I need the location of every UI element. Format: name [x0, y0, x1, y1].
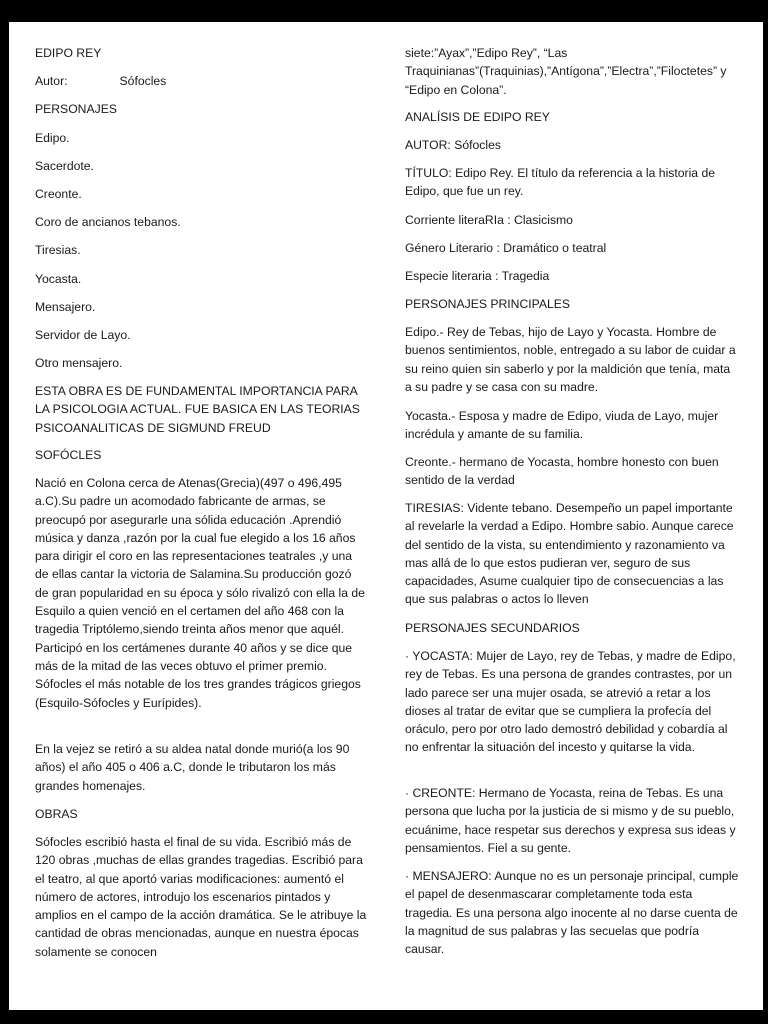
character-item: Mensajero. — [35, 300, 96, 314]
character-item: Otro mensajero. — [35, 356, 123, 370]
document-page — [9, 22, 763, 1010]
importance-paragraph: ESTA OBRA ES DE FUNDAMENTAL IMPORTANCIA PARA LA PSICOLOGIA ACTUAL. FUE BASICA EN LAS TEORIAS PSICOANALITICAS DE SIGMUND FREUD — [35, 384, 360, 435]
author-line — [35, 72, 166, 90]
tiresias-description: TIRESIAS: Vidente tebano. Desempeño un papel importante al revelarle la verdad a Edipo. Hombre sabio. Aunque carece del sentido de la vista, su entendimiento y razonamiento va mas allá de lo que estos pudieran ver, seguro de sus capacidades, Asume cualquier tipo de consecuencias a las que sus palabras o actos lo lleven — [405, 501, 734, 607]
document-title: EDIPO REY — [35, 46, 102, 60]
secondary-creonte: · CREONTE: Hermano de Yocasta, reina de Tebas. Es una persona que lucha por la justicia de si mismo y de su pueblo, ecuánime, hace respetar sus derechos y expresa sus ideas y pensamientos. Fiel a su gente. — [405, 786, 736, 855]
biography-paragraph: Nació en Colona cerca de Atenas(Grecia)(497 o 496,495 a.C).Su padre un acomodado fabricante de armas, se preocupó por asegurarle una sólida educación .Aprendió música y danza ,razón por la cual fue elegido a los 16 años para dirigir el coro en las representaciones teatrales ,y una de ellas cantar la victoria de Salamina.Su producción gozó de gran popularidad en su época y sólo rivalizó con ella la de Esquilo a quien venció en el certamen del año 468 con la tragedia Triptólemo,siendo treinta años menor que aquél. Participó en los certámenes durante 40 años y se dice que más de la mitad de las veces obtuvo el primer premio. Sófocles el más notable de los tres grandes trágicos griegos (Esquilo-Sófocles y Eurípides). — [35, 476, 365, 710]
literary-species: Especie literaria : Tragedia — [405, 269, 550, 283]
secondary-yocasta: · YOCASTA: Mujer de Layo, rey de Tebas, y madre de Edipo, rey de Tebas. Es una persona de grandes contrastes, por un lado parece ser una mujer osada, se atrevió a retar a los dioses al tratar de evitar que se cumpliera la profecía del oráculo, pero por otro lado demostró debilidad y cobardía al no enfrentar la situación del incesto y quitarse la vida. — [405, 649, 736, 755]
author-name: Sófocles — [119, 74, 167, 88]
author-label: Autor: — [35, 74, 68, 88]
character-item: Tiresias. — [35, 243, 81, 257]
analysis-author: AUTOR: Sófocles — [405, 138, 501, 152]
character-item: Creonte. — [35, 187, 82, 201]
literary-current: Corriente literaRIa : Clasicismo — [405, 213, 573, 227]
characters-heading: PERSONAJES — [35, 102, 117, 116]
analysis-heading: ANALÍSIS DE EDIPO REY — [405, 110, 550, 124]
sofocles-heading: SOFÓCLES — [35, 448, 102, 462]
character-item: Servidor de Layo. — [35, 328, 131, 342]
analysis-title: TÍTULO: Edipo Rey. El título da referencia a la historia de Edipo, que fue un rey. — [405, 166, 716, 199]
secondary-characters-heading: PERSONAJES SECUNDARIOS — [405, 621, 580, 635]
character-item: Edipo. — [35, 131, 70, 145]
works-heading: OBRAS — [35, 807, 78, 821]
character-item: Coro de ancianos tebanos. — [35, 215, 181, 229]
works-paragraph: Sófocles escribió hasta el final de su vida. Escribió más de 120 obras ,muchas de ellas grandes tragedias. Escribió para el teatro, al que aportó varias modificaciones: aumentó el número de actores, introdujo los escenarios pintados y amplios en el campo de la acción dramática. Se le atribuye la cantidad de obras mencionadas, aunque en nuestra épocas solamente se conocen — [35, 835, 367, 959]
character-item: Sacerdote. — [35, 159, 94, 173]
works-continuation: siete:”Ayax”,”Edipo Rey”, “Las Traquinianas”(Traquinias),”Antígona”,”Electra”,”Filoctetes” y “Edipo en Colona”. — [405, 46, 727, 97]
main-characters-heading: PERSONAJES PRINCIPALES — [405, 297, 571, 311]
literary-genre: Género Literario : Dramático o teatral — [405, 241, 607, 255]
old-age-paragraph: En la vejez se retiró a su aldea natal donde murió(a los 90 años) el año 405 o 406 a.C, donde le tributaron los más grandes homenajes. — [35, 742, 350, 793]
character-item: Yocasta. — [35, 272, 82, 286]
edipo-description: Edipo.- Rey de Tebas, hijo de Layo y Yocasta. Hombre de buenos sentimientos, noble, entregado a su labor de cuidar a su reino quien sin saberlo y por la maldición que tenía, mata a su padre y se casa con su madre. — [405, 325, 736, 394]
creonte-description: Creonte.- hermano de Yocasta, hombre honesto con buen sentido de la verdad — [405, 455, 719, 488]
secondary-mensajero: · MENSAJERO: Aunque no es un personaje principal, cumple el papel de desenmascarar completamente toda esta tragedia. Es una persona algo inocente al no darse cuenta de la magnitud de sus palabras y las secuelas que podría causar. — [405, 869, 739, 957]
yocasta-description: Yocasta.- Esposa y madre de Edipo, viuda de Layo, mujer incrédula y amante de su familia. — [405, 409, 719, 442]
